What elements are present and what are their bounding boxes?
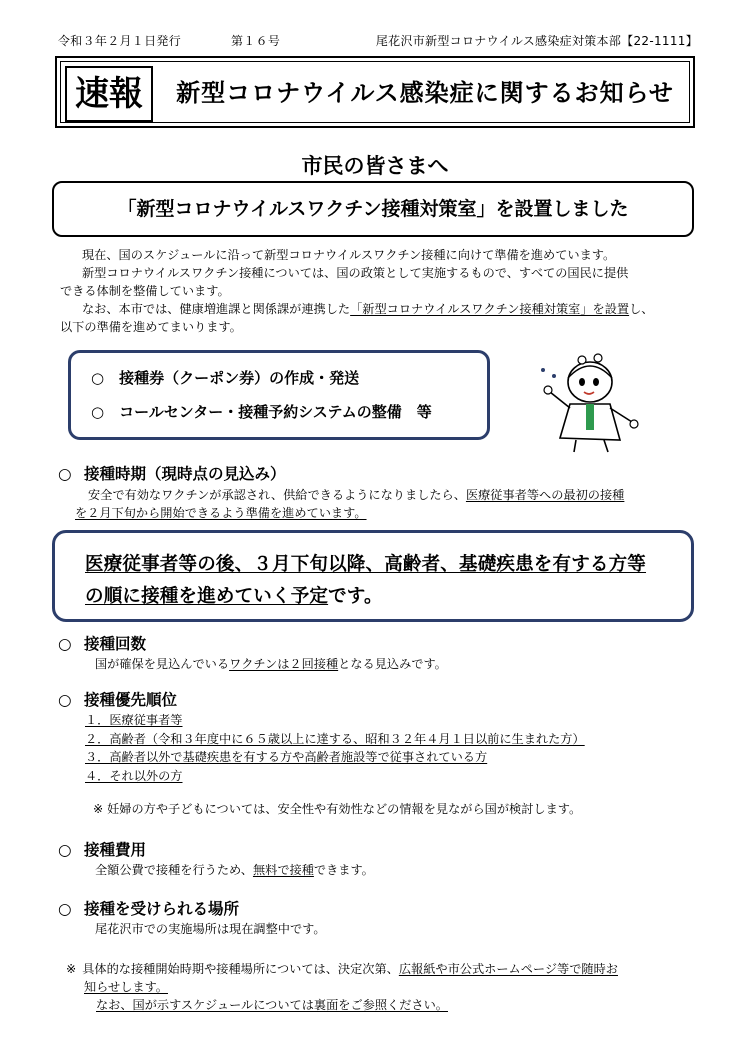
section-mark: ○ — [58, 635, 72, 653]
title-banner — [55, 56, 695, 128]
intro-line-1: 現在、国のスケジュールに沿って新型コロナウイルスワクチン接種に向けて準備を進めています。 — [82, 248, 616, 262]
footer-line-1 — [66, 960, 706, 978]
timing-underlined: 医療従事者等への最初の接種 — [465, 488, 625, 502]
intro-text: なお、本市では、健康増進課と関係課が連携した — [82, 302, 351, 316]
doses-underlined: ワクチンは２回接種 — [229, 657, 339, 671]
task-force-underlined: 「新型コロナウイルスワクチン接種対策室」を設置 — [350, 302, 630, 316]
breaking-news-tag: 速報 — [65, 66, 153, 122]
preparations-box — [68, 350, 490, 440]
cost-text — [95, 861, 695, 879]
highlight-underlined: 医療従事者等の後、３月下旬以降、高齢者、基礎疾患を有する方等 — [85, 554, 647, 575]
section-heading-text: 接種時期（現時点の見込み） — [84, 465, 286, 483]
intro-text-end: し、 — [629, 302, 654, 316]
timing-text: 安全で有効なワクチンが承認され、供給できるようになりましたら、 — [88, 488, 466, 502]
section-mark: ○ — [58, 691, 72, 709]
priority-list — [85, 711, 705, 785]
mascot-doctor-illustration — [540, 348, 650, 458]
cost-text-pre: 全額公費で接種を行うため、 — [95, 863, 253, 877]
intro-line-5: 以下の準備を進めてまいります。 — [60, 320, 242, 334]
preparation-item: ○ コールセンター・接種予約システムの整備 等 — [91, 403, 432, 421]
footer-underlined: 広報紙や市公式ホームページ等で随時お — [398, 962, 618, 976]
section-heading-text: 接種費用 — [84, 841, 147, 859]
footer-line-3 — [96, 996, 706, 1014]
place-text: 尾花沢市での実施場所は現在調整中です。 — [95, 922, 326, 936]
preparation-item: ○ 接種券（クーポン券）の作成・発送 — [91, 369, 360, 387]
section-mark: ○ — [58, 841, 72, 859]
doses-text — [95, 655, 695, 673]
section-heading-text: 接種を受けられる場所 — [84, 900, 240, 918]
timing-underlined: を２月下旬から開始できるよう準備を進めています。 — [75, 506, 367, 520]
section-place-heading — [58, 897, 239, 919]
highlight-line-1 — [85, 550, 646, 576]
doses-text-post: となる見込みです。 — [338, 657, 447, 671]
intro-paragraphs — [60, 246, 702, 336]
section-doses-heading — [58, 632, 146, 654]
footer-mark: ※ — [66, 962, 77, 976]
highlight-line-2 — [85, 582, 383, 608]
intro-line-4 — [70, 300, 702, 318]
section-heading-text: 接種回数 — [84, 635, 147, 653]
timing-text-1 — [88, 486, 698, 504]
cost-underlined: 無料で接種 — [252, 863, 314, 877]
schedule-highlight-box — [52, 530, 694, 622]
announcement-box: 「新型コロナウイルスワクチン接種対策室」を設置しました — [52, 181, 694, 237]
timing-text-2 — [75, 504, 695, 522]
intro-line-2: 新型コロナウイルスワクチン接種については、国の政策として実施するもので、すべての国民に提供 — [82, 266, 629, 280]
section-mark: ○ — [58, 900, 72, 918]
section-priority-heading — [58, 688, 177, 710]
priority-note: ※ 妊婦の方や子どもについては、安全性や有効性などの情報を見ながら国が検討します。 — [93, 802, 582, 816]
banner-title: 新型コロナウイルス感染症に関するお知らせ — [176, 79, 674, 107]
issue-date: 令和３年２月１日発行 — [58, 34, 182, 48]
priority-item: ３．高齢者以外で基礎疾患を有する方や高齢者施設等で従事されている方 — [85, 750, 488, 764]
footer-underlined: なお、国が示すスケジュールについては裏面をご参照ください。 — [96, 998, 448, 1012]
section-heading-text: 接種優先順位 — [84, 691, 178, 709]
priority-item: １．医療従事者等 — [85, 713, 183, 727]
issue-number: 第１６号 — [231, 34, 281, 48]
greeting-heading: 市民の皆さまへ — [301, 154, 449, 178]
doses-text-pre: 国が確保を見込んでいる — [95, 657, 230, 671]
footer-line-2 — [84, 978, 706, 996]
footer-text: 具体的な接種開始時期や接種場所については、決定次第、 — [82, 962, 399, 976]
priority-item: ４．それ以外の方 — [85, 768, 183, 783]
highlight-underlined: の順に接種を進めていく予定 — [85, 586, 329, 607]
banner-inner-frame — [60, 61, 690, 123]
intro-line-3: できる体制を整備しています。 — [60, 284, 230, 298]
footer-underlined: 知らせします。 — [84, 980, 168, 994]
cost-text-post: できます。 — [313, 863, 374, 877]
highlight-text: です。 — [328, 586, 383, 607]
footer-note — [66, 960, 706, 1014]
section-mark: ○ — [58, 465, 72, 483]
section-cost-heading — [58, 838, 146, 860]
publisher: 尾花沢市新型コロナウイルス感染症対策本部【22-1111】 — [375, 34, 698, 48]
section-timing-heading — [58, 462, 286, 484]
priority-item: ２．高齢者（令和３年度中に６５歳以上に達する、昭和３２年４月１日以前に生まれた方） — [85, 731, 585, 746]
